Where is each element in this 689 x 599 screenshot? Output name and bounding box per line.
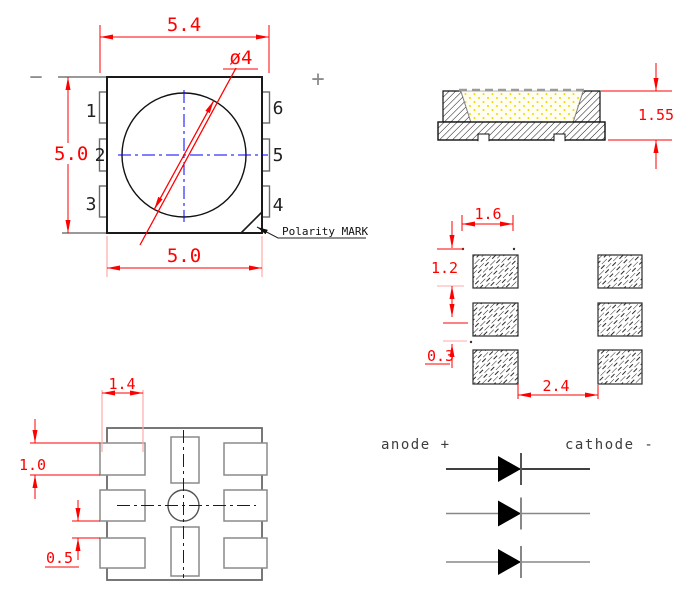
pad-right-3 [598, 350, 642, 384]
dim-pad-gap-text: 0.3 [427, 347, 455, 365]
pad-left-3 [473, 350, 518, 384]
bottom-pad-right-1 [224, 443, 267, 475]
pin-label-5: 5 [272, 145, 284, 166]
dim-body-height-text: 5.0 [54, 143, 89, 165]
pin-label-2: 2 [94, 145, 106, 166]
dim-total-height [601, 63, 674, 169]
pad-left-2 [473, 303, 518, 336]
dim-center-gap [518, 377, 598, 399]
dim-pad-gap [425, 323, 472, 368]
base-notch-left [478, 134, 489, 142]
bottom-pad-right-3 [224, 538, 267, 568]
plus-sign: + [311, 67, 325, 92]
bottom-view [19, 375, 267, 580]
bottom-center-pad-bottom [171, 527, 199, 576]
top-view [29, 14, 368, 277]
pad-layout-view [425, 205, 642, 399]
dim-pad-width-text: 1.6 [474, 205, 502, 223]
pin-label-4: 4 [272, 195, 284, 216]
diode-2 [446, 498, 590, 530]
diode-3-triangle [498, 549, 521, 575]
dim-center-gap-text: 2.4 [542, 377, 570, 395]
dim-overall-width-text: 5.4 [166, 14, 202, 36]
pad-right-1 [598, 255, 642, 288]
cathode-label: cathode - [565, 437, 655, 453]
diode-2-triangle [498, 501, 521, 527]
dim-bottom-pad-gap-text: 0.5 [46, 549, 74, 567]
base-notch-right [554, 134, 565, 142]
dim-pad-width [462, 205, 515, 250]
dim-total-height-text: 1.55 [637, 106, 675, 124]
dim-pad-height-text: 1.2 [431, 259, 459, 277]
encapsulant-cavity [461, 91, 583, 122]
bottom-center-pad-top [171, 437, 199, 483]
dim-lens-diameter-text: ø4 [229, 47, 253, 69]
pad-left-1 [473, 255, 518, 288]
diode-1 [446, 453, 590, 485]
diode-3 [446, 546, 590, 578]
notch-mask [436, 141, 607, 145]
dim-pad-height [431, 221, 464, 317]
bottom-pad-left-3 [100, 538, 145, 568]
dim-body-width-text: 5.0 [166, 245, 202, 267]
pad-right-2 [598, 303, 642, 336]
bottom-pad-left-1 [100, 443, 145, 475]
minus-sign: − [29, 65, 43, 90]
dim-bottom-pad-height [19, 419, 100, 499]
base-substrate [438, 122, 605, 140]
dim-bottom-pad-gap [45, 500, 100, 567]
pin-label-3: 3 [85, 194, 97, 215]
side-view [436, 63, 674, 169]
dim-bottom-pad-height-text: 1.0 [19, 456, 47, 474]
dim-bottom-pad-width-text: 1.4 [108, 375, 136, 393]
polarity-label: Polarity MARK [282, 225, 369, 238]
circuit-diagram [381, 437, 654, 578]
pin-label-1: 1 [85, 101, 97, 122]
polarity-callout [257, 225, 368, 238]
anode-label: anode + [381, 437, 451, 453]
dim-body-width [107, 236, 262, 277]
pin-label-6: 6 [272, 98, 284, 119]
diode-1-triangle [498, 456, 521, 482]
